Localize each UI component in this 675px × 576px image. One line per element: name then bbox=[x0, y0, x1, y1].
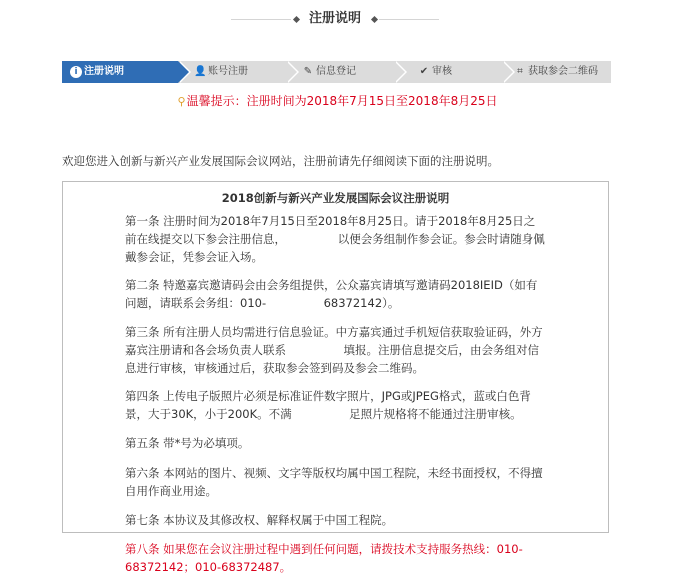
clause-8: 第八条 如果您在会议注册过程中遇到任何问题，请拨技术支持服务热线：010-68372142；010-68372487。 bbox=[125, 542, 523, 574]
clause-3: 第三条 所有注册人员均需进行信息验证。中方嘉宾通过手机短信获取验证码，外方嘉宾注册请和各会场负责人联系 填报。注册信息提交后，由会务组对信息进行审核，审核通过后，获取参会签到码及参会二维码。 bbox=[125, 325, 543, 375]
title-diamond-right bbox=[371, 16, 378, 23]
clause-4: 第四条 上传电子版照片必须是标准证件数字照片，JPG或JPEG格式，蓝或白色背景，大于30K，小于200K。不满 足照片规格将不能通过注册审核。 bbox=[125, 389, 531, 421]
title-divider-left bbox=[231, 19, 291, 20]
intro-text: 欢迎您进入创新与新兴产业发展国际会议网站，注册前请先仔细阅读下面的注册说明。 bbox=[62, 154, 499, 168]
step-label: 获取参会二维码 bbox=[528, 66, 598, 77]
clause-5: 第五条 带*号为必填项。 bbox=[125, 436, 250, 450]
clause-2: 第二条 特邀嘉宾邀请码会由会务组提供，公众嘉宾请填写邀请码2018IEID（如有问题，请联系会务组：010- 68372142）。 bbox=[125, 278, 538, 310]
page-title: 注册说明 bbox=[308, 11, 361, 26]
clause-1: 第一条 注册时间为2018年7月15日至2018年8月25日。请于2018年8月25日之前在线提交以下参会注册信息， 以便会务组制作参会证。参会时请随身佩戴参会证，凭参会证入场。 bbox=[125, 214, 545, 264]
tip-label: 温馨提示： bbox=[186, 94, 247, 108]
step-label: 账号注册 bbox=[208, 66, 248, 77]
step-info-registration[interactable] bbox=[286, 61, 394, 83]
step-review[interactable] bbox=[394, 61, 502, 83]
agreement-box bbox=[62, 181, 609, 574]
step-account-registration[interactable] bbox=[178, 61, 286, 83]
title-diamond-left bbox=[293, 16, 300, 23]
registration-steps bbox=[62, 61, 611, 83]
page-header bbox=[0, 8, 675, 28]
location-pin-icon: ⚲ bbox=[177, 95, 186, 108]
check-icon: ✔ bbox=[419, 66, 429, 77]
step-registration-info[interactable] bbox=[62, 61, 178, 83]
step-label: 信息登记 bbox=[316, 66, 356, 77]
agreement-title: 2018创新与新兴产业发展国际会议注册说明 bbox=[221, 191, 450, 205]
tip-text: 注册时间为2018年7月15日至2018年8月25日 bbox=[246, 94, 498, 108]
pencil-icon: ✎ bbox=[303, 66, 313, 77]
step-label: 审核 bbox=[432, 66, 452, 77]
step-label: 注册说明 bbox=[84, 66, 124, 77]
user-icon: 👤 bbox=[194, 66, 207, 77]
title-divider-right bbox=[379, 19, 439, 20]
info-icon: i bbox=[70, 66, 82, 78]
clause-6: 第六条 本网站的图片、视频、文字等版权均属中国工程院，未经书面授权，不得擅自用作商业用途。 bbox=[125, 466, 543, 498]
clause-7: 第七条 本协议及其修改权、解释权属于中国工程院。 bbox=[125, 513, 394, 527]
step-get-qrcode[interactable] bbox=[502, 61, 611, 83]
qrcode-icon: ⌗ bbox=[517, 66, 523, 77]
registration-tip bbox=[0, 92, 675, 109]
